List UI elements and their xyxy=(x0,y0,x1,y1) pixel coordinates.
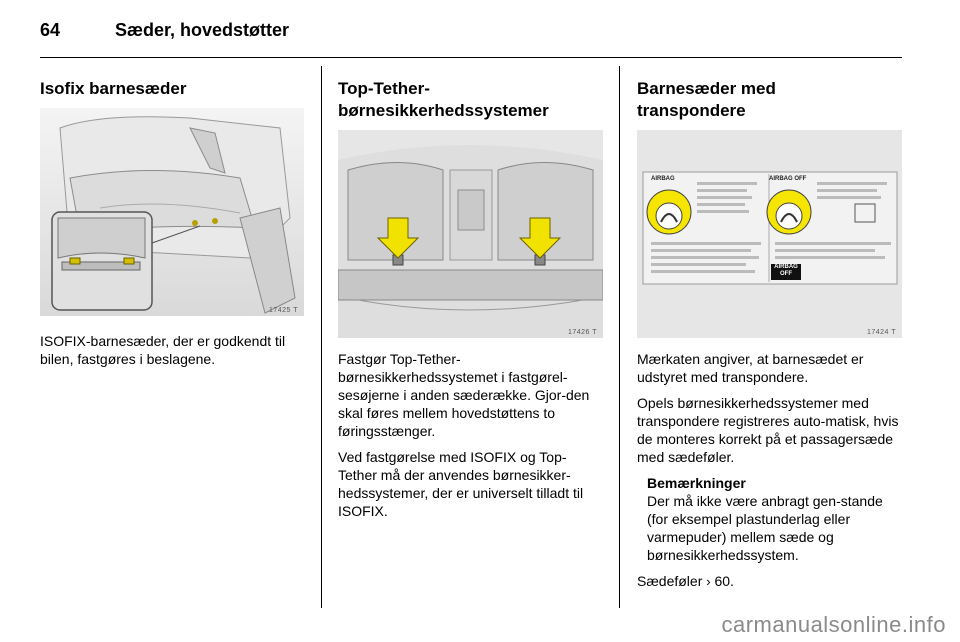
figure-number: 17424 T xyxy=(866,329,896,336)
figure-isofix-seat xyxy=(40,108,304,316)
figure-top-tether xyxy=(338,130,603,338)
column-divider xyxy=(321,66,322,608)
figure-number: 17425 T xyxy=(268,307,298,314)
note-block xyxy=(647,474,903,564)
watermark: carmanualsonline.info xyxy=(721,612,946,637)
transponder-sticker-illustration xyxy=(637,130,902,338)
column-transponder xyxy=(637,66,903,122)
isofix-text xyxy=(40,332,308,376)
top-tether-paragraph-1: Fastgør Top-Tether-børnesikkerhedssystemet i fastgørel-sesøjerne i anden sæderække. Gjor-den skal føres mellem hovedstøttens to føringsstænger. xyxy=(338,351,590,439)
top-tether-text xyxy=(338,350,604,528)
figure-number: 17426 T xyxy=(567,329,597,336)
isofix-seat-illustration xyxy=(40,108,304,316)
page-title: Sæder, hovedstøtter xyxy=(115,20,290,40)
section-heading-top-tether-2: børnesikkerhedssystemer xyxy=(338,101,549,120)
top-tether-paragraph-2: Ved fastgørelse med ISOFIX og Top-Tether må der anvendes børnesikker-hedssystemer, der er universelt tilladt til ISOFIX. xyxy=(338,449,584,519)
transponder-paragraph-2: Opels børnesikkerhedssystemer med transpondere registreres auto-matisk, hvis de monteres korrekt på et passagersæde med sædeføler. xyxy=(637,395,899,465)
column-isofix xyxy=(40,66,308,100)
section-heading-transponder-1: Barnesæder med xyxy=(637,79,776,98)
transponder-paragraph-1: Mærkaten angiver, at barnesædet er udstyret med transpondere. xyxy=(637,351,864,385)
section-heading-top-tether-1: Top-Tether- xyxy=(338,79,430,98)
page-reference-arrow-icon: › xyxy=(706,574,711,589)
header-rule xyxy=(40,57,902,58)
isofix-paragraph: ISOFIX-barnesæder, der er godkendt til bilen, fastgøres i beslagene. xyxy=(40,333,286,367)
cross-reference-page: 60. xyxy=(714,573,734,589)
cross-reference-text: Sædeføler xyxy=(637,573,703,589)
note-text: Der må ikke være anbragt gen-stande (for eksempel plastunderlag eller varmepuder) mellem sæde og børnesikkerhedssystem. xyxy=(647,493,883,563)
column-divider xyxy=(619,66,620,608)
airbag-off-box-line-2: OFF xyxy=(780,271,792,277)
note-title: Bemærkninger xyxy=(647,475,746,491)
page-number: 64 xyxy=(40,20,61,40)
column-top-tether xyxy=(338,66,604,122)
cross-reference xyxy=(637,572,903,591)
top-tether-illustration xyxy=(338,130,603,338)
figure-transponder-sticker xyxy=(637,130,902,338)
airbag-off-box xyxy=(773,264,799,278)
airbag-label-right: AIRBAG OFF xyxy=(769,176,807,182)
section-heading-transponder-2: transpondere xyxy=(637,101,746,120)
transponder-text xyxy=(637,350,903,599)
airbag-off-box-line-1: AIRBAG xyxy=(774,264,798,270)
section-heading-isofix: Isofix barnesæder xyxy=(40,79,187,98)
airbag-label-left: AIRBAG xyxy=(651,176,675,182)
